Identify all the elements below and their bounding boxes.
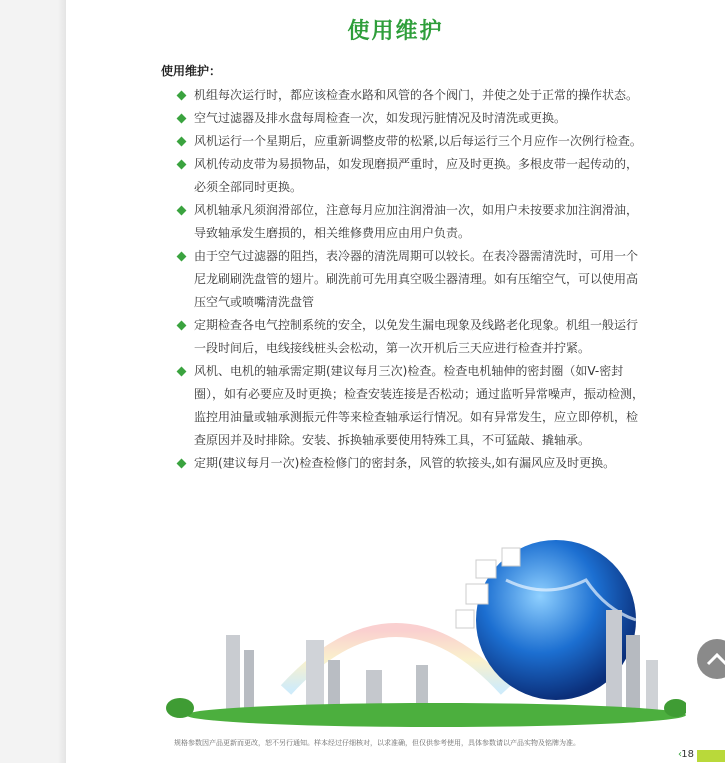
list-item-text: 定期检查各电气控制系统的安全，以免发生漏电现象及线路老化现象。机组一般运行一段时间后，电线接线桩头会松动，第一次开机后三天应进行检查并拧紧。 [194, 318, 639, 355]
list-item [176, 199, 646, 245]
document-page [66, 0, 725, 763]
list-item-text: 风机运行一个星期后，应重新调整皮带的松紧,以后每运行三个月应作一次例行检查。 [194, 134, 642, 148]
footer-disclaimer: 规格参数因产品更新而更改，恕不另行通知。样本经过仔细核对，以求准确，但仅供参考使用，具体参数请以产品实物及铭牌为准。 [174, 739, 580, 747]
page-edge-shadow [58, 0, 66, 763]
list-item [176, 360, 646, 452]
list-item-text: 空气过滤器及排水盘每周检查一次，如发现污脏情况及时清洗或更换。 [194, 111, 567, 125]
diamond-bullet-icon [177, 137, 187, 147]
list-item [176, 130, 646, 153]
list-item [176, 153, 646, 199]
page-title: 使用维护 [347, 19, 444, 44]
list-item [176, 452, 646, 475]
diamond-bullet-icon [177, 160, 187, 170]
list-item [176, 107, 646, 130]
diamond-bullet-icon [177, 114, 187, 124]
list-item [176, 314, 646, 360]
list-item [176, 84, 646, 107]
diamond-bullet-icon [177, 367, 187, 377]
maintenance-list [176, 84, 646, 475]
list-item-text: 风机传动皮带为易损物品，如发现磨损严重时，应及时更换。多根皮带一起传动的，必须全部同时更换。 [194, 157, 639, 194]
list-item-text: 定期(建议每月一次)检查检修门的密封条，风管的软接头,如有漏风应及时更换。 [194, 456, 616, 470]
chevron-up-icon [706, 652, 725, 666]
page-number-tab [697, 750, 725, 762]
diamond-bullet-icon [177, 252, 187, 262]
diamond-bullet-icon [177, 321, 187, 331]
section-heading: 使用维护： [161, 64, 222, 78]
list-item-text: 由于空气过滤器的阻挡，表冷器的清洗周期可以较长。在表冷器需清洗时，可用一个尼龙刷刷洗盘管的翅片。刷洗前可先用真空吸尘器清理。如有压缩空气，可以使用高压空气或喷嘴清洗盘管 [194, 249, 639, 309]
list-item-text: 机组每次运行时，都应该检查水路和风管的各个阀门，并使之处于正常的操作状态。 [194, 88, 639, 102]
page-arrow-icon: ‹ [678, 749, 682, 760]
diamond-bullet-icon [177, 91, 187, 101]
diamond-bullet-icon [177, 206, 187, 216]
list-item-text: 风机轴承凡须润滑部位，注意每月应加注润滑油一次，如用户未按要求加注润滑油，导致轴承发生磨损的，相关维修费用应由用户负责。 [194, 203, 639, 240]
diamond-bullet-icon [177, 459, 187, 469]
city-globe-illustration [166, 540, 686, 740]
list-item [176, 245, 646, 314]
page-number: 18 [681, 749, 694, 760]
list-item-text: 风机、电机的轴承需定期(建议每月三次)检查。检查电机轴伸的密封圈（如V-密封圈），如有必要应及时更换；检查安装连接是否松动；通过监听异常噪声，振动检测，监控用油量或轴承测振元件等来检查轴承运行情况。如有异常发生，应立即停机，检查原因并及时排除。安装、拆换轴承要使用特殊工具，不可猛敲、撬轴承。 [194, 364, 645, 447]
